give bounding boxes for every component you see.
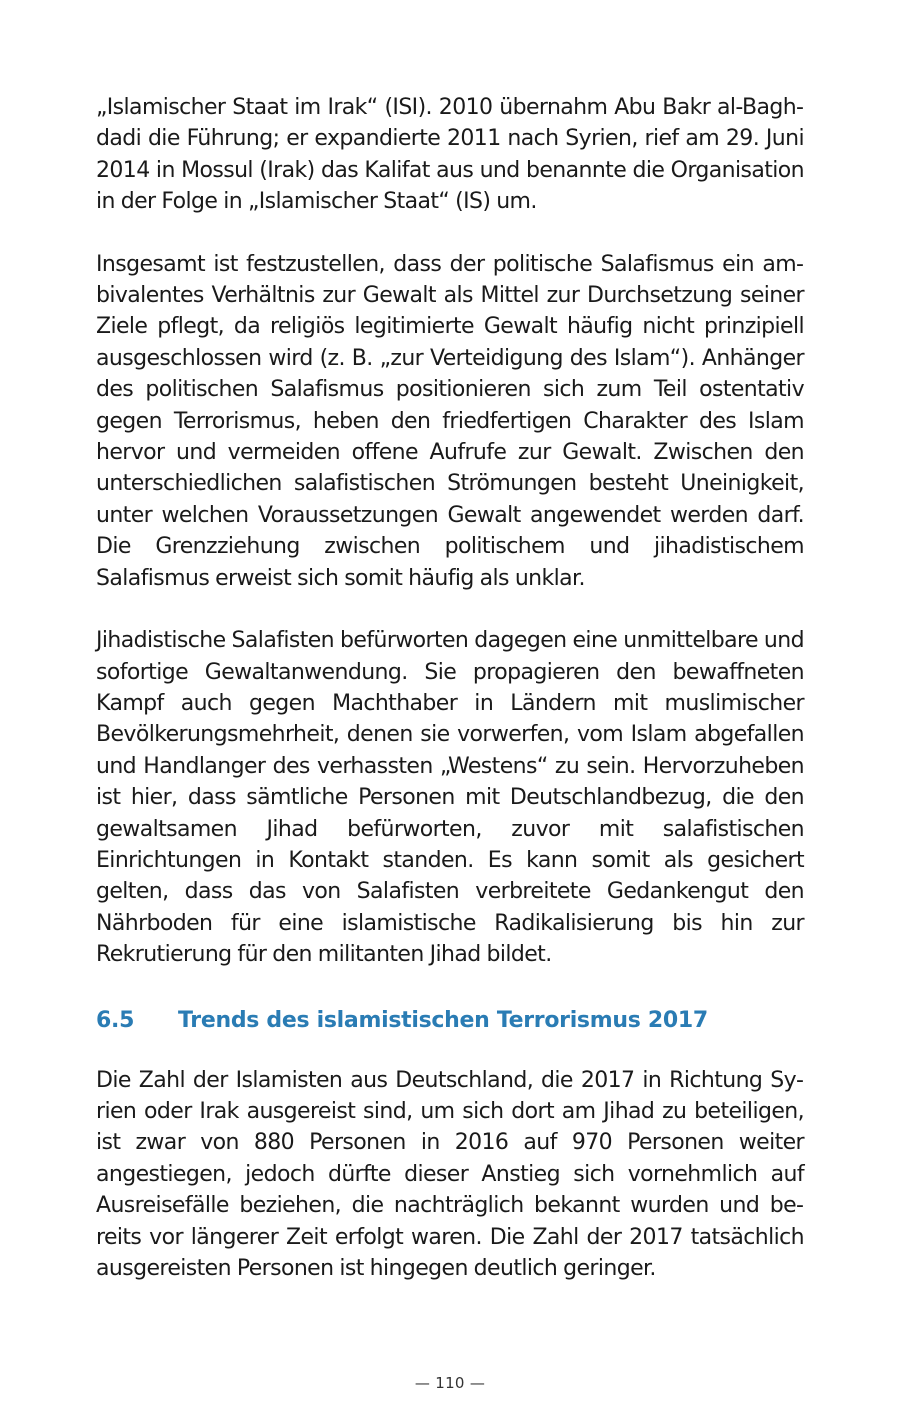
paragraph-isi-history: „Islamischer Staat im Irak“ (ISI). 2010 übernahm Abu Bakr al-Baghdadi die Führung; er expandierte 2011 nach Syrien, rief am 29. Juni 2014 in Mossul (Irak) das Kalifat aus und benannte die Organisation in der Folge in „Islamischer Staat“ (IS) um. xyxy=(96,95,804,215)
section-number: 6.5 xyxy=(96,1007,135,1033)
page-number: — 110 — xyxy=(414,1374,486,1392)
page-body xyxy=(96,92,804,1284)
paragraph-jihadist-salafists: Jihadistische Salafisten befürworten dagegen eine unmittelbare und sofortige Gewaltanwendung. Sie propagieren den bewaffneten Kampf auch gegen Machthaber in Ländern mit muslimischer Bevölkerungsmehrheit, denen sie vorwerfen, vom Islam abgefallen und Handlanger des verhassten „Westens“ zu sein. Hervorzuheben ist hier, dass sämtliche Personen mit Deutschlandbezug, die den gewaltsamen Jihad befürworten, zuvor mit salafistischen Einrichtungen in Kontakt standen. Es kann somit als gesichert gelten, dass das von Salafisten verbreitete Gedankengut den Nährboden für eine islamistische Radikalisierung bis hin zur Rekrutierung für den militanten Jihad bildet. xyxy=(96,628,804,968)
section-title: Trends des islamistischen Terrorismus 2017 xyxy=(178,1007,708,1033)
section-heading xyxy=(96,1005,804,1036)
paragraph-political-salafism: Insgesamt ist festzustellen, dass der politische Salafismus ein ambivalentes Verhältnis zur Gewalt als Mittel zur Durchsetzung seiner Ziele pflegt, da religiös legitimierte Gewalt häufig nicht prinzipiell ausgeschlossen wird (z. B. „zur Verteidigung des Islam“). Anhänger des politischen Salafismus positionieren sich zum Teil ostentativ gegen Terrorismus, heben den friedfertigen Charakter des Islam hervor und vermeiden offene Aufrufe zur Gewalt. Zwischen den unterschiedlichen salafistischen Strömungen besteht Uneinigkeit, unter welchen Voraussetzungen Gewalt angewendet werden darf. Die Grenzziehung zwischen politischem und jihadistischem Salafismus erweist sich somit häufig als unklar. xyxy=(96,251,804,591)
paragraph-trends: Die Zahl der Islamisten aus Deutschland, die 2017 in Richtung Syrien oder Irak ausgereist sind, um sich dort am Jihad zu beteiligen, ist zwar von 880 Personen in 2016 auf 970 Personen weiter angestiegen, jedoch dürfte dieser Anstieg sich vornehmlich auf Ausreisefälle beziehen, die nachträglich bekannt wurden und bereits vor längerer Zeit erfolgt waren. Die Zahl der 2017 tatsächlich ausgereisten Personen ist hingegen deutlich geringer. xyxy=(96,1067,804,1281)
